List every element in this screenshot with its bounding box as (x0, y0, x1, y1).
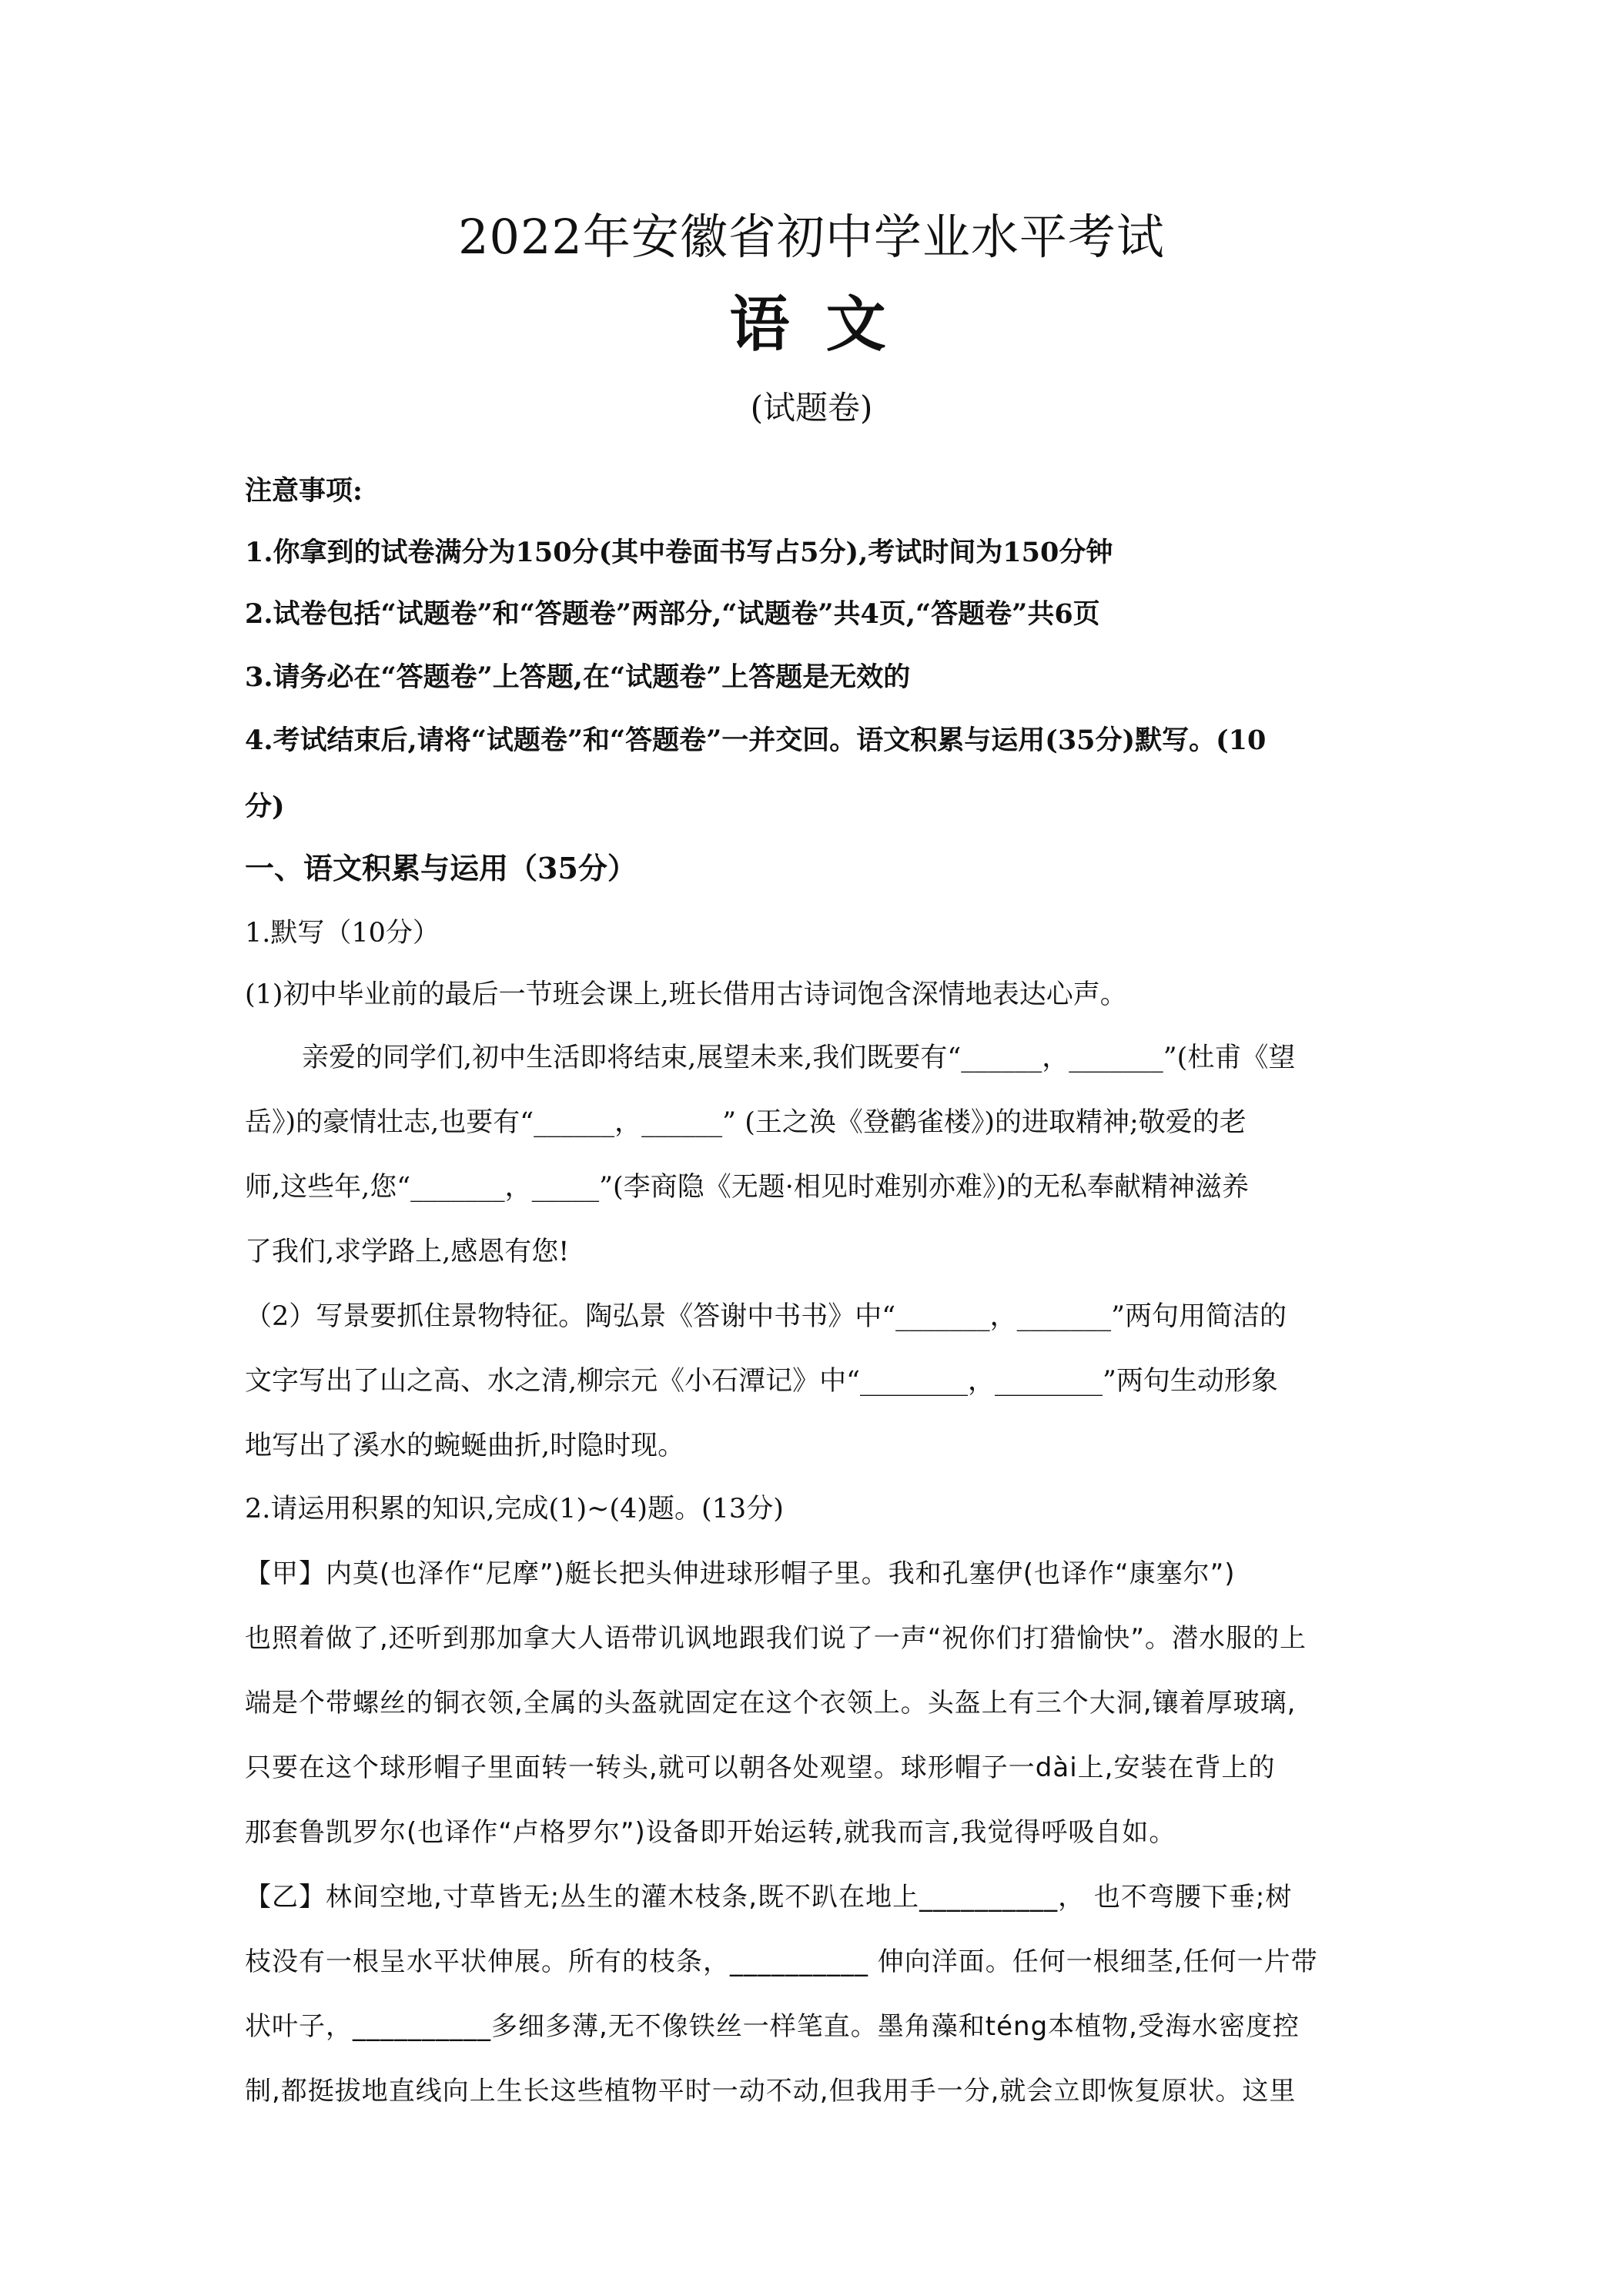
question-prompt: (1)初中毕业前的最后一节班会课上,班长借用古诗词饱含深情地表达心声。 (245, 979, 1127, 1010)
question-text-line: （2）写景要抓住景物特征。陶弘景《答谢中书书》中“_______，_______”两句用简洁的 (245, 1301, 1287, 1332)
passage-line: 制,都挺拔地直线向上生长这些植物平时一动不动,但我用手一分,就会立即恢复原状。这里 (245, 2076, 1297, 2107)
passage-line: 那套鲁凯罗尔(也译作“卢格罗尔”)设备即开始运转,就我而言,我觉得呼吸自如。 (245, 1817, 1176, 1848)
notes-heading: 注意事项: (245, 475, 363, 507)
paper-type: (试题卷) (750, 389, 873, 427)
question-text-line: 了我们,求学路上,感恩有您! (245, 1237, 570, 1267)
question-text-line: 岳》)的豪情壮志,也要有“______，______” (王之涣《登鹳雀楼》)的进取精神;敬爱的老 (245, 1107, 1247, 1138)
question-text-line: 亲爱的同学们,初中生活即将结束,展望未来,我们既要有“______，_______”(杜甫《望 (302, 1043, 1296, 1073)
subject-title: 语 文 (729, 290, 894, 360)
exam-title: 2022年安徽省初中学业水平考试 (458, 209, 1165, 265)
passage-line: 也照着做了,还听到那加拿大人语带讥讽地跟我们说了一声“祝你们打猎愉快”。潜水服的上 (245, 1623, 1307, 1654)
question-title: 2.请运用积累的知识,完成(1)~(4)题。(13分) (245, 1494, 784, 1525)
note-item: 2.试卷包括“试题卷”和“答题卷”两部分,“试题卷”共4页,“答题卷”共6页 (245, 598, 1100, 630)
passage-line: 状叶子，__________多细多薄,无不像铁丝一样笔直。墨角藻和téng本植物,受海水密度控 (245, 2011, 1300, 2042)
question-text-line: 师,这些年,您“_______，_____”(李商隐《无题·相见时难别亦难》)的无私奉献精神滋养 (245, 1172, 1249, 1203)
note-item: 分) (245, 791, 285, 822)
passage-line: 端是个带螺丝的铜衣领,全属的头盔就固定在这个衣领上。头盔上有三个大洞,镶着厚玻璃, (245, 1688, 1297, 1719)
question-text-line: 文字写出了山之高、水之清,柳宗元《小石潭记》中“________，________”两句生动形象 (245, 1366, 1278, 1397)
section-heading: 一、语文积累与运用（35分） (245, 851, 637, 885)
note-item: 1.你拿到的试卷满分为150分(其中卷面书写占5分),考试时间为150分钟 (245, 537, 1113, 568)
question-text-line: 地写出了溪水的蜿蜒曲折,时隐时现。 (245, 1431, 685, 1461)
passage-line: 枝没有一根呈水平状伸展。所有的枝条，__________ 伸向洋面。任何一根细茎,任何一片带 (245, 1946, 1318, 1977)
note-item: 3.请务必在“答题卷”上答题,在“试题卷”上答题是无效的 (245, 661, 911, 693)
passage-line: 【甲】内莫(也泽作“尼摩”)艇长把头伸进球形帽子里。我和孔塞伊(也译作“康塞尔”) (245, 1558, 1236, 1589)
passage-line: 只要在这个球形帽子里面转一转头,就可以朝各处观望。球形帽子一dài上,安装在背上的 (245, 1752, 1276, 1783)
passage-line: 【乙】林间空地,寸草皆无;丛生的灌木枝条,既不趴在地上__________， 也不弯腰下垂;树 (245, 1882, 1293, 1913)
question-title: 1.默写（10分） (245, 918, 440, 949)
note-item: 4.考试结束后,请将“试题卷”和“答题卷”一并交回。语文积累与运用(35分)默写。(10 (245, 725, 1267, 756)
